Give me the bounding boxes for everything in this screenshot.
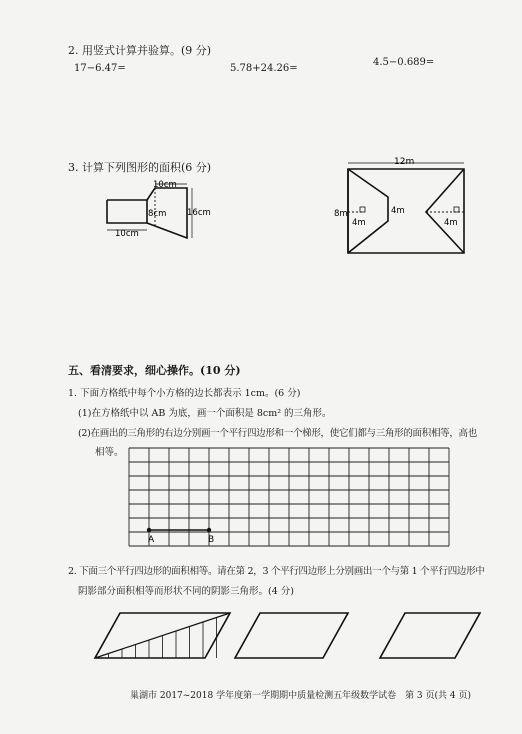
- fig2-label-mid: 4m: [391, 206, 405, 216]
- q2-problem-1: 17−6.47=: [74, 63, 126, 74]
- fig1-label-mid: 8cm: [148, 209, 167, 219]
- section5-q1-sub2-line2: 相等。: [95, 447, 124, 458]
- section5-q1-sub2-line1: (2)在画出的三角形的右边分别画一个平行四边形和一个梯形，使它们都与三角形的面积相等，高也: [78, 428, 477, 439]
- point-b-label: B: [208, 535, 215, 545]
- q2-title: 2. 用竖式计算并验算。(9 分): [68, 44, 212, 57]
- q3-figure-1: [95, 175, 215, 245]
- section5-q1-title: 1. 下面方格纸中每个小方格的边长都表示 1cm。(6 分): [68, 388, 301, 399]
- fig2-label-right-bottom: 4m: [444, 218, 458, 228]
- fig2-label-left-bottom: 4m: [352, 218, 366, 228]
- section5-q1-sub1: (1)在方格纸中以 AB 为底，画一个面积是 8cm² 的三角形。: [78, 408, 332, 419]
- section5-heading: 五、看清要求，细心操作。(10 分): [68, 364, 241, 377]
- fig1-label-bottom: 10cm: [115, 229, 139, 239]
- parallelograms: [90, 605, 490, 665]
- fig2-label-left: 8m: [334, 209, 348, 219]
- square-grid[interactable]: [125, 444, 475, 554]
- section5-q2-line2: 阴影部分面积相等而形状不同的阴影三角形。(4 分): [78, 586, 294, 597]
- fig2-label-top: 12m: [394, 157, 415, 167]
- parallelogram-1: [95, 613, 230, 658]
- parallelogram-2: [235, 613, 348, 658]
- fig1-label-right: 16cm: [187, 208, 211, 218]
- q3-title: 3. 计算下列图形的面积(6 分): [68, 161, 212, 174]
- point-a-dot: [147, 528, 151, 532]
- section5-q2-line1: 2. 下面三个平行四边形的面积相等。请在第 2，3 个平行四边形上分别画出一个与第 1 个平行四边形中: [68, 566, 485, 577]
- point-b-dot: [207, 528, 211, 532]
- page-footer: 巢湖市 2017~2018 学年度第一学期期中质量检测五年级数学试卷 第 3 页(共 4 页): [130, 691, 471, 701]
- parallelogram-3: [380, 613, 480, 658]
- fig1-label-top: 10cm: [153, 180, 177, 190]
- q3-figure-2: [330, 155, 480, 260]
- q2-problem-3: 4.5−0.689=: [373, 57, 435, 68]
- point-a-label: A: [148, 535, 155, 545]
- q2-problem-2: 5.78+24.26=: [230, 63, 298, 74]
- grid-lines: [129, 448, 449, 546]
